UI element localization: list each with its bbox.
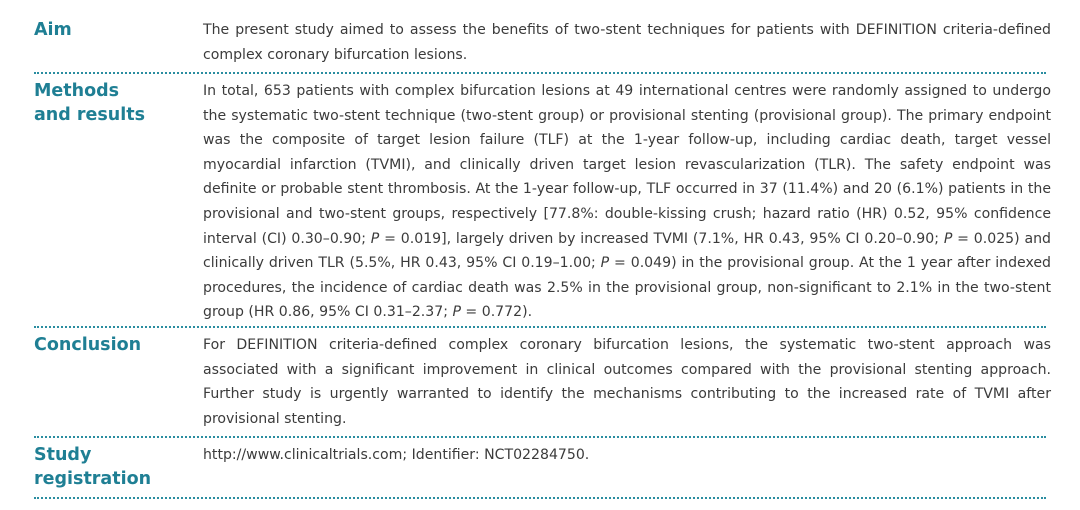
p-value-symbol: P	[452, 304, 461, 321]
methods-text-part5: = 0.772).	[460, 304, 533, 321]
methods-heading-line2: and results	[34, 105, 146, 125]
methods-results-heading	[34, 79, 184, 127]
aim-heading: Aim	[34, 20, 72, 40]
conclusion-text: For DEFINITION criteria-defined complex coronary bifurcation lesions, the systematic two-stent approach was associated with a significant improvement in clinical outcomes compared with the provisional stenting approach. Further study is urgently warranted to identify the mechanisms contributing to the increased rate of TVMI after provisional stenting.	[203, 337, 1051, 427]
methods-text-part1: In total, 653 patients with complex bifurcation lesions at 49 international centres were randomly assigned to undergo the systematic two-stent technique (two-stent group) or provisional stenting (provisional group). The primary endpoint was the composite of target lesion failure (TLF) at the 1-year follow-up, including cardiac death, target vessel myocardial infarction (TVMI), and clinically driven target lesion revascularization (TLR). The safety endpoint was definite or probable stent thrombosis. At the 1-year follow-up, TLF occurred in 37 (11.4%) and 20 (6.1%) patients in the provisional and two-stent groups, respectively [77.8%: double-kissing crush; hazard ratio (HR) 0.52, 95% confidence interval (CI) 0.30–0.90;	[203, 83, 1051, 247]
p-value-symbol: P	[600, 255, 610, 272]
p-value-symbol: P	[943, 230, 953, 247]
registration-heading-line2: registration	[34, 469, 152, 489]
conclusion-heading: Conclusion	[34, 335, 142, 355]
methods-text-part4: = 0.049) in the provisional group. At the 1 year after indexed procedures, the incidence of cardiac death was 2.5% in the provisional group, non-significant to 2.1% in the two-stent group (HR 0.86, 95% CI 0.31–2.37;	[203, 255, 1051, 321]
registration-text: http://www.clinicaltrials.com; Identifier: NCT02284750.	[203, 447, 590, 463]
registration-heading-line1: Study	[34, 445, 92, 465]
p-value-symbol: P	[370, 230, 380, 247]
methods-text-part3: = 0.025) and clinically driven TLR (5.5%, HR 0.43, 95% CI 0.19–1.00;	[203, 230, 1051, 272]
methods-results-text	[203, 79, 1051, 325]
registration-heading	[34, 443, 184, 491]
divider	[34, 72, 1046, 74]
aim-text: The present study aimed to assess the benefits of two-stent techniques for patients with DEFINITION criteria-defined complex coronary bifurcation lesions.	[203, 22, 1051, 63]
methods-heading-line1: Methods	[34, 81, 120, 101]
divider	[34, 436, 1046, 438]
methods-text-part2: = 0.019], largely driven by increased TVMI (7.1%, HR 0.43, 95% CI 0.20–0.90;	[379, 230, 944, 247]
divider	[34, 326, 1046, 328]
divider	[34, 497, 1046, 499]
